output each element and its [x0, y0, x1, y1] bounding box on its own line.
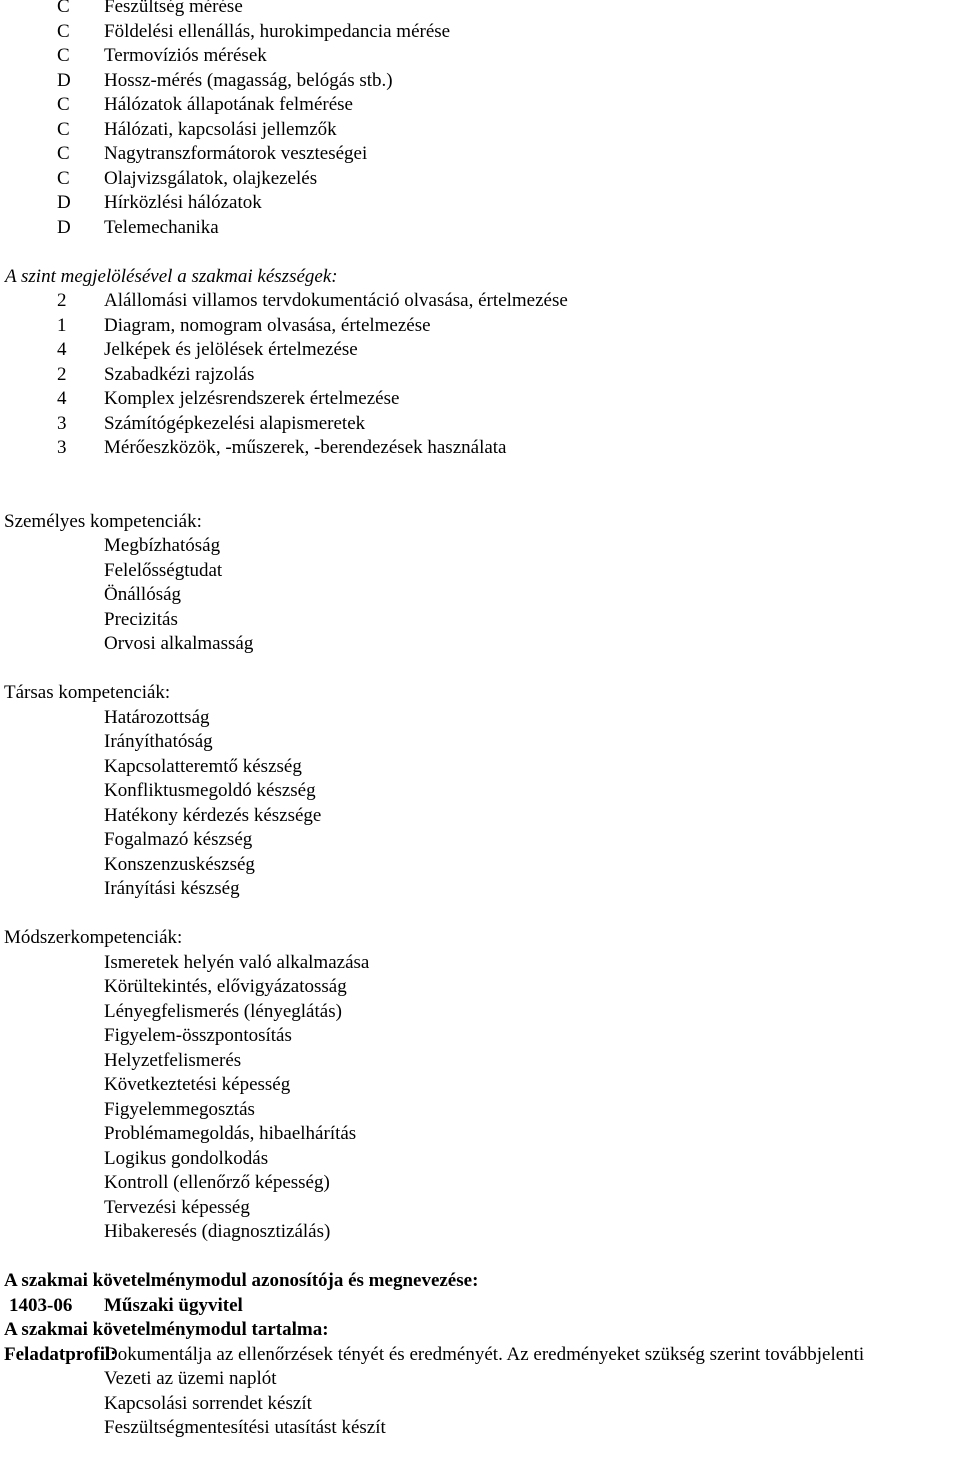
- competency-item: Helyzetfelismerés: [104, 1049, 242, 1071]
- competency-item: Határozottság: [104, 706, 210, 728]
- level-code: C: [57, 20, 70, 42]
- item-label: Szabadkézi rajzolás: [104, 363, 255, 385]
- skill-row: [0, 412, 960, 437]
- item-label: Hossz-mérés (magasság, belógás stb.): [104, 69, 393, 91]
- competency-item: Fogalmazó készség: [104, 829, 253, 850]
- module-title-row: [0, 1294, 960, 1319]
- competency-item: Orvosi alkalmasság: [104, 633, 254, 654]
- level-code: 3: [57, 412, 67, 434]
- item-label: Olajvizsgálatok, olajkezelés: [104, 167, 318, 189]
- social-competencies-list: [0, 706, 960, 902]
- item-label: Hálózatok állapotának felmérése: [104, 94, 353, 115]
- item-label: Nagytranszformátorok veszteségei: [104, 143, 368, 164]
- skill-row: [0, 314, 960, 339]
- level-code: D: [57, 216, 71, 238]
- level-code: D: [57, 192, 71, 213]
- measurement-row: [0, 93, 960, 118]
- skill-row: [0, 289, 960, 314]
- level-code: C: [57, 0, 70, 17]
- skill-row: [0, 387, 960, 412]
- level-code: 4: [57, 388, 67, 409]
- competency-item: Kapcsolatteremtő készség: [104, 755, 302, 777]
- item-label: Hálózati, kapcsolási jellemzők: [104, 118, 337, 140]
- profile-row: [0, 1343, 960, 1368]
- competency-item: Hibakeresés (diagnosztizálás): [104, 1221, 331, 1242]
- competency-item: Lényegfelismerés (lényeglátás): [104, 1000, 342, 1022]
- measurement-row: [0, 118, 960, 143]
- skills-heading: A szint megjelölésével a szakmai készségek:: [5, 265, 338, 287]
- module-content-heading: A szakmai követelménymodul tartalma:: [4, 1319, 329, 1340]
- item-label: Diagram, nomogram olvasása, értelmezése: [104, 314, 431, 336]
- level-code: C: [57, 143, 70, 164]
- competency-item: Logikus gondolkodás: [104, 1147, 269, 1169]
- item-label: Termovíziós mérések: [104, 45, 267, 66]
- profile-heading: Feladatprofil:: [4, 1343, 117, 1365]
- item-label: Jelképek és jelölések értelmezése: [104, 339, 358, 360]
- level-code: C: [57, 118, 70, 140]
- personal-competencies-list: [0, 534, 960, 657]
- module-name: Műszaki ügyvitel: [104, 1294, 243, 1316]
- task-item: Feszültségmentesítési utasítást készít: [104, 1417, 386, 1438]
- task-item: Kapcsolási sorrendet készít: [104, 1392, 312, 1414]
- competency-item: Irányíthatóság: [104, 731, 213, 752]
- social-competencies-heading: Társas kompetenciák:: [4, 682, 171, 703]
- task-item: Vezeti az üzemi naplót: [104, 1368, 277, 1389]
- level-code: C: [57, 94, 70, 115]
- method-competencies-list: [0, 951, 960, 1245]
- competency-item: Tervezési képesség: [104, 1196, 250, 1218]
- competency-item: Precizitás: [104, 608, 178, 630]
- level-code: D: [57, 69, 71, 91]
- item-label: Földelési ellenállás, hurokimpedancia mérése: [104, 20, 451, 42]
- competency-item: Önállóság: [104, 584, 182, 605]
- competency-item: Ismeretek helyén való alkalmazása: [104, 951, 370, 973]
- measurement-row: [0, 69, 960, 94]
- item-label: Komplex jelzésrendszerek értelmezése: [104, 388, 400, 409]
- measurement-row: [0, 216, 960, 241]
- competency-item: Konfliktusmegoldó készség: [104, 780, 316, 801]
- item-label: Számítógépkezelési alapismeretek: [104, 412, 366, 434]
- personal-competencies-heading: Személyes kompetenciák:: [4, 510, 202, 532]
- measurement-row: [0, 191, 960, 216]
- competency-item: Következtetési képesség: [104, 1074, 291, 1095]
- competency-item: Kontroll (ellenőrző képesség): [104, 1172, 330, 1193]
- level-code: 2: [57, 290, 67, 311]
- competency-item: Problémamegoldás, hibaelhárítás: [104, 1123, 357, 1144]
- competency-item: Figyelem-összpontosítás: [104, 1025, 292, 1046]
- competency-item: Megbízhatóság: [104, 535, 221, 556]
- measurement-row: [0, 20, 960, 45]
- measurement-row: [0, 142, 960, 167]
- module-id-heading: A szakmai követelménymodul azonosítója és megnevezése:: [4, 1270, 479, 1291]
- method-competencies-heading: Módszerkompetenciák:: [4, 927, 183, 948]
- measurement-row: [0, 44, 960, 69]
- measurement-row: [0, 167, 960, 192]
- level-code: 1: [57, 314, 67, 336]
- competency-item: Felelősségtudat: [104, 559, 223, 581]
- competency-item: Körültekintés, elővigyázatosság: [104, 976, 347, 997]
- level-code: C: [57, 167, 70, 189]
- competency-item: Hatékony kérdezés készsége: [104, 804, 322, 826]
- level-code: 4: [57, 339, 67, 360]
- competency-item: Figyelemmegosztás: [104, 1098, 255, 1120]
- competency-item: Konszenzuskészség: [104, 853, 255, 875]
- level-code: 3: [57, 437, 67, 458]
- measurement-row: [0, 0, 960, 20]
- skill-row: [0, 436, 960, 461]
- item-label: Telemechanika: [104, 216, 219, 238]
- level-code: C: [57, 45, 70, 66]
- item-label: Alállomási villamos tervdokumentáció olvasása, értelmezése: [104, 290, 568, 311]
- measurement-list: [0, 0, 960, 240]
- skill-row: [0, 363, 960, 388]
- item-label: Mérőeszközök, -műszerek, -berendezések használata: [104, 437, 507, 458]
- task-item: Dokumentálja az ellenőrzések tényét és eredményét. Az eredményeket szükség szerint továbbjelenti: [104, 1343, 865, 1365]
- skill-row: [0, 338, 960, 363]
- competency-item: Irányítási készség: [104, 878, 240, 899]
- module-code: 1403-06: [9, 1294, 73, 1316]
- item-label: Feszültség mérése: [104, 0, 243, 17]
- item-label: Hírközlési hálózatok: [104, 192, 262, 213]
- skills-list: [0, 289, 960, 461]
- level-code: 2: [57, 363, 67, 385]
